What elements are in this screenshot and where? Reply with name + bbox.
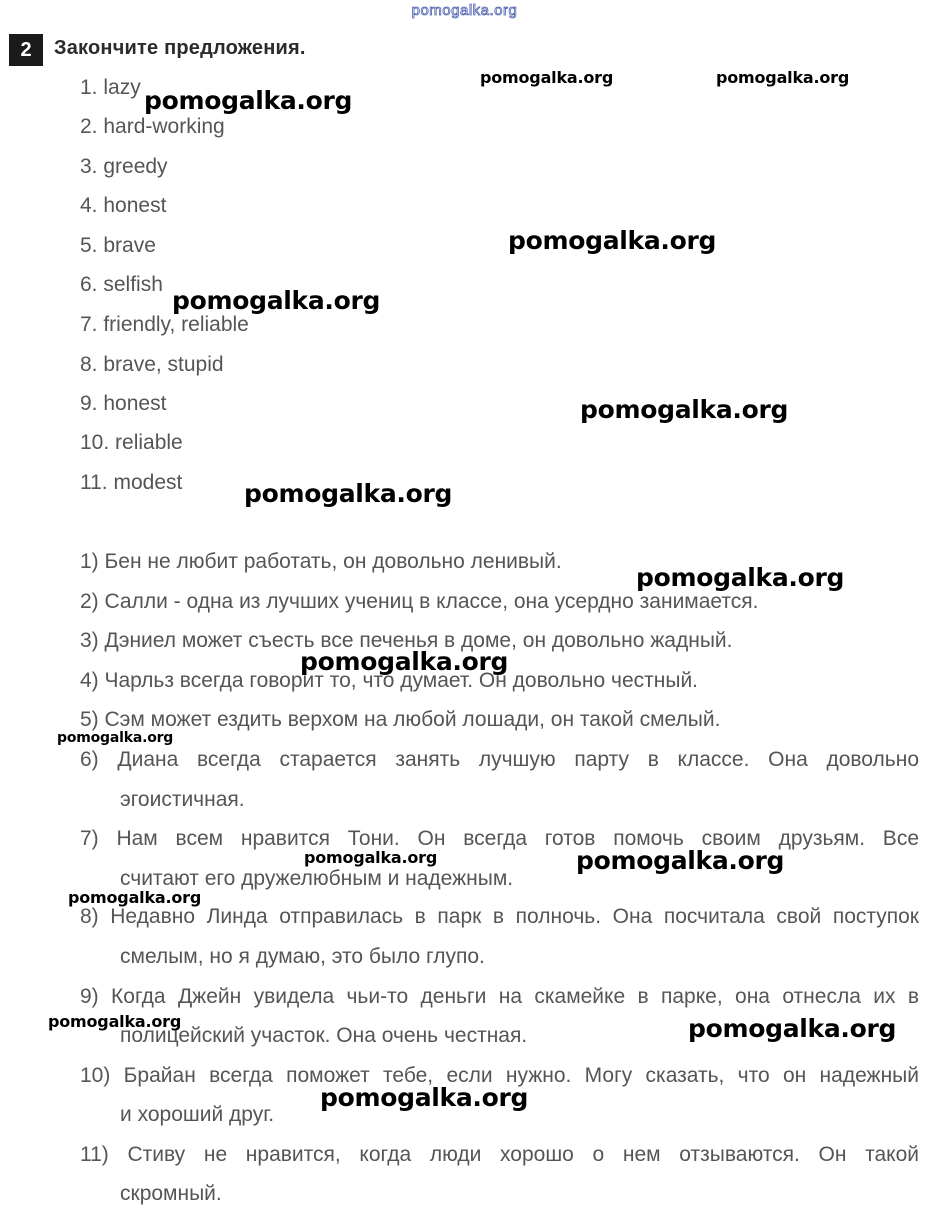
answer-item: 10. reliable [80, 431, 183, 454]
sentence-line: 3) Дэниел может съесть все печенья в доме, он довольно жадный. [80, 629, 733, 652]
sentence-line: 9) Когда Джейн увидела чьи-то деньги на скамейке в парке, она отнесла их в [80, 985, 919, 1008]
watermark: pomogalka.org [304, 848, 438, 867]
answer-item: 2. hard-working [80, 115, 225, 138]
sentence-continuation: считают его дружелюбным и надежным. [120, 867, 514, 890]
answer-item: 1. lazy [80, 76, 141, 99]
watermark: pomogalka.org [244, 479, 453, 508]
answer-item: 3. greedy [80, 155, 168, 178]
answer-item: 4. honest [80, 194, 167, 217]
sentence-continuation: и хороший друг. [120, 1103, 275, 1126]
sentence-continuation: скромный. [120, 1182, 222, 1205]
sentence-line: 8) Недавно Линда отправилась в парк в полночь. Она посчитала свой поступок [80, 905, 919, 928]
sentence-line: 1) Бен не любит работать, он довольно ленивый. [80, 550, 562, 573]
answer-item: 11. modest [80, 471, 183, 494]
watermark: pomogalka.org [580, 395, 789, 424]
watermark: pomogalka.org [172, 286, 381, 315]
watermark: pomogalka.org [636, 563, 845, 592]
watermark: pomogalka.org [48, 1012, 182, 1031]
sentence-line: 11) Стиву не нравится, когда люди хорошо о нем отзываются. Он такой [80, 1143, 919, 1166]
exercise-title: Закончите предложения. [54, 37, 306, 59]
site-mark-header: pomogalka.org [411, 2, 518, 19]
answer-item: 5. brave [80, 234, 156, 257]
watermark: pomogalka.org [300, 647, 509, 676]
watermark: pomogalka.org [57, 730, 174, 746]
answer-item: 7. friendly, reliable [80, 313, 249, 336]
sentence-continuation: смелым, но я думаю, это было глупо. [120, 945, 485, 968]
watermark: pomogalka.org [68, 888, 202, 907]
sentence-continuation: полицейский участок. Она очень честная. [120, 1024, 528, 1047]
watermark: pomogalka.org [576, 846, 785, 875]
sentence-line: 7) Нам всем нравится Тони. Он всегда готов помочь своим друзьям. Все [80, 827, 919, 850]
exercise-number-badge: 2 [9, 34, 43, 66]
watermark: pomogalka.org [508, 226, 717, 255]
sentence-line: 4) Чарльз всегда говорит то, что думает. Он довольно честный. [80, 669, 699, 692]
sentence-line: 10) Брайан всегда поможет тебе, если нужно. Могу сказать, что он надежный [80, 1064, 919, 1087]
sentence-line: 6) Диана всегда старается занять лучшую парту в классе. Она довольно [80, 748, 919, 771]
sentence-line: 2) Салли - одна из лучших учениц в классе, она усердно занимается. [80, 590, 759, 613]
answer-item: 6. selfish [80, 273, 163, 296]
answer-item: 9. honest [80, 392, 167, 415]
answer-item: 8. brave, stupid [80, 353, 224, 376]
sentence-line: 5) Сэм может ездить верхом на любой лошади, он такой смелый. [80, 708, 721, 731]
watermark: pomogalka.org [320, 1083, 529, 1112]
watermark: pomogalka.org [144, 86, 353, 115]
watermark: pomogalka.org [480, 68, 614, 87]
sentence-continuation: эгоистичная. [120, 788, 245, 811]
watermark: pomogalka.org [716, 68, 850, 87]
watermark: pomogalka.org [688, 1014, 897, 1043]
